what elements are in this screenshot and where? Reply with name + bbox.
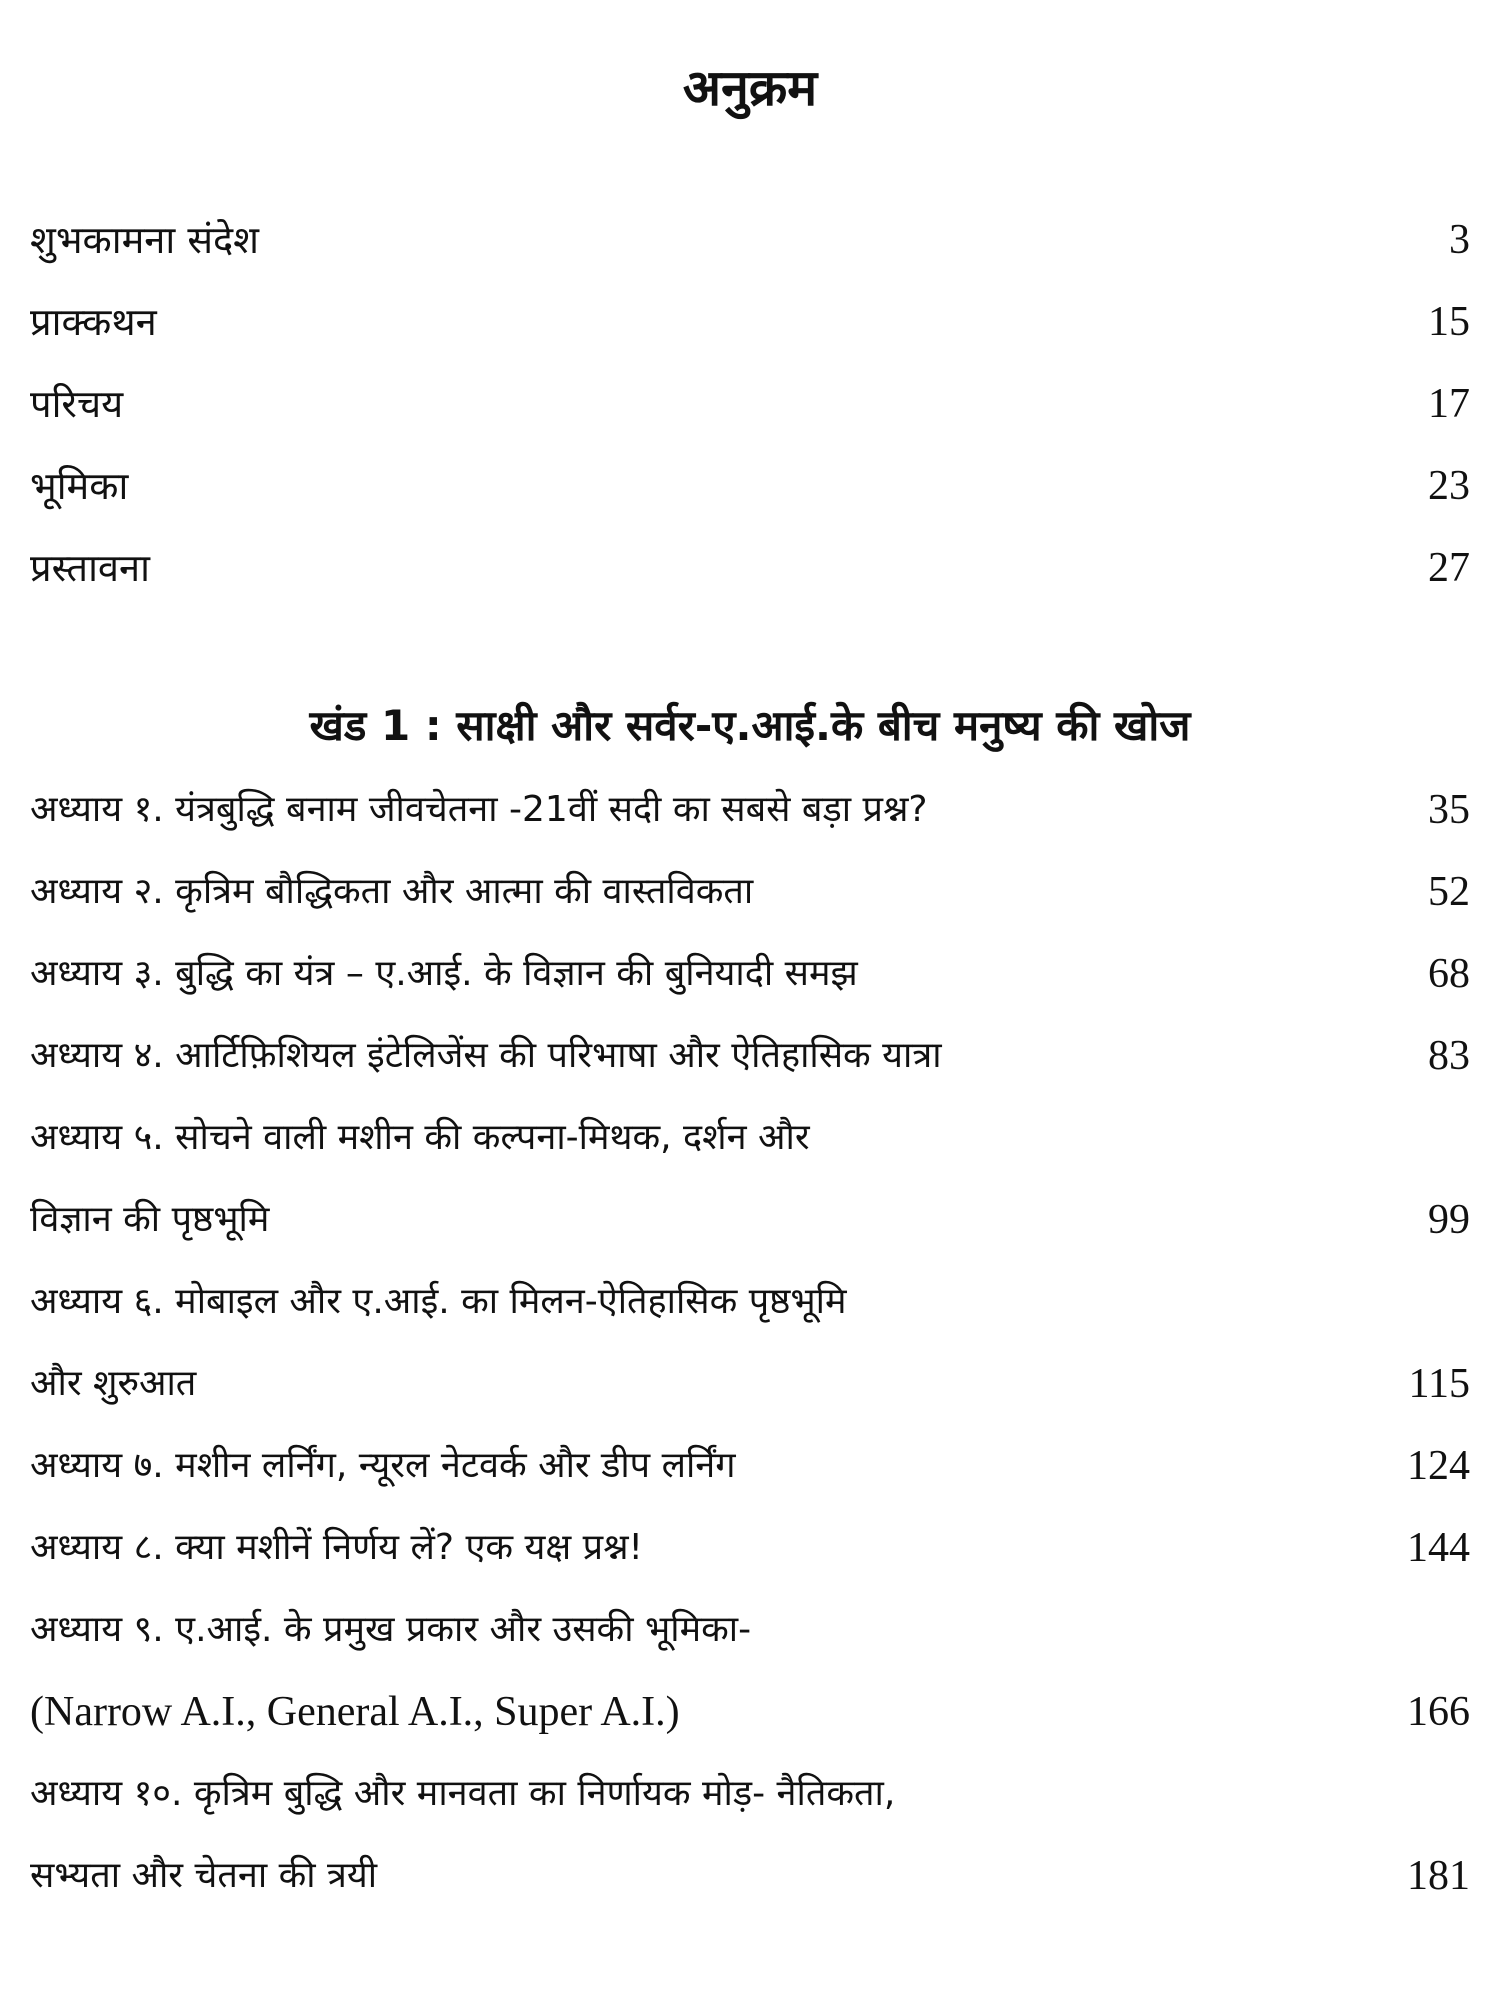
chapter-page-number: 181 bbox=[1407, 1853, 1470, 1899]
chapter-label: अध्याय २. कृत्रिम बौद्धिकता और आत्मा की वास्तविकता bbox=[30, 871, 754, 912]
entry-label: प्रस्तावना bbox=[30, 546, 150, 590]
toc-entry bbox=[30, 286, 1470, 358]
entry-label: परिचय bbox=[30, 382, 124, 426]
toc-entry bbox=[30, 450, 1470, 522]
chapter-entry-continued bbox=[30, 1676, 1470, 1748]
entry-label: भूमिका bbox=[30, 464, 129, 508]
chapter-page-number: 124 bbox=[1407, 1443, 1470, 1489]
entry-page-number: 27 bbox=[1428, 545, 1470, 591]
chapter-label: अध्याय १०. कृत्रिम बुद्धि और मानवता का निर्णायक मोड़- नैतिकता, bbox=[30, 1773, 896, 1814]
chapter-label: अध्याय ७. मशीन लर्निंग, न्यूरल नेटवर्क और डीप लर्निंग bbox=[30, 1445, 736, 1486]
chapter-entry bbox=[30, 1020, 1470, 1092]
page-title: अनुक्रम bbox=[682, 59, 818, 117]
chapter-page-number: 144 bbox=[1407, 1525, 1470, 1571]
chapter-label-continued: सभ्यता और चेतना की त्रयी bbox=[30, 1855, 378, 1896]
chapter-page-number: 68 bbox=[1428, 951, 1470, 997]
chapter-label: अध्याय ६. मोबाइल और ए.आई. का मिलन-ऐतिहासिक पृष्ठभूमि bbox=[30, 1281, 847, 1322]
chapter-entry-continued bbox=[30, 1840, 1470, 1912]
chapter-page-number: 35 bbox=[1428, 787, 1470, 833]
toc-entry bbox=[30, 368, 1470, 440]
chapter-entry-continued bbox=[30, 1184, 1470, 1256]
chapter-entry bbox=[30, 856, 1470, 928]
chapter-entry bbox=[30, 1430, 1470, 1502]
chapter-page-number: 83 bbox=[1428, 1033, 1470, 1079]
chapter-page-number: 115 bbox=[1408, 1361, 1470, 1407]
entry-page-number: 15 bbox=[1428, 299, 1470, 345]
entry-page-number: 23 bbox=[1428, 463, 1470, 509]
entry-label: शुभकामना संदेश bbox=[30, 218, 260, 262]
chapter-page-number: 166 bbox=[1407, 1689, 1470, 1735]
section-heading: खंड 1 : साक्षी और सर्वर-ए.आई.के बीच मनुष्य की खोज bbox=[309, 701, 1191, 750]
chapter-entry bbox=[30, 1512, 1470, 1584]
chapter-page-number: 52 bbox=[1428, 869, 1470, 915]
entry-page-number: 17 bbox=[1428, 381, 1470, 427]
chapter-entry bbox=[30, 1594, 1470, 1666]
chapter-label: अध्याय ३. बुद्धि का यंत्र – ए.आई. के विज्ञान की बुनियादी समझ bbox=[30, 953, 858, 994]
chapter-entry bbox=[30, 1266, 1470, 1338]
chapter-label: अध्याय ८. क्या मशीनें निर्णय लें? एक यक्ष प्रश्न! bbox=[30, 1527, 643, 1568]
toc-entry bbox=[30, 532, 1470, 604]
chapter-entry bbox=[30, 774, 1470, 846]
chapter-label: अध्याय ९. ए.आई. के प्रमुख प्रकार और उसकी भूमिका- bbox=[30, 1609, 752, 1650]
chapter-entry-continued bbox=[30, 1348, 1470, 1420]
entry-label: प्राक्कथन bbox=[30, 300, 157, 344]
chapter-label: अध्याय १. यंत्रबुद्धि बनाम जीवचेतना -21वीं सदी का सबसे बड़ा प्रश्न? bbox=[30, 789, 928, 830]
chapter-label-continued: (Narrow A.I., General A.I., Super A.I.) bbox=[30, 1689, 680, 1735]
chapter-label: अध्याय ५. सोचने वाली मशीन की कल्पना-मिथक, दर्शन और bbox=[30, 1117, 810, 1158]
chapter-entry bbox=[30, 1758, 1470, 1830]
entry-page-number: 3 bbox=[1449, 217, 1470, 263]
chapter-label: अध्याय ४. आर्टिफ़िशियल इंटेलिजेंस की परिभाषा और ऐतिहासिक यात्रा bbox=[30, 1035, 942, 1076]
chapter-label-continued: विज्ञान की पृष्ठभूमि bbox=[30, 1199, 270, 1240]
chapter-entry bbox=[30, 938, 1470, 1010]
toc-entry bbox=[30, 204, 1470, 276]
chapter-entry bbox=[30, 1102, 1470, 1174]
chapter-label-continued: और शुरुआत bbox=[30, 1363, 197, 1404]
chapter-page-number: 99 bbox=[1428, 1197, 1470, 1243]
